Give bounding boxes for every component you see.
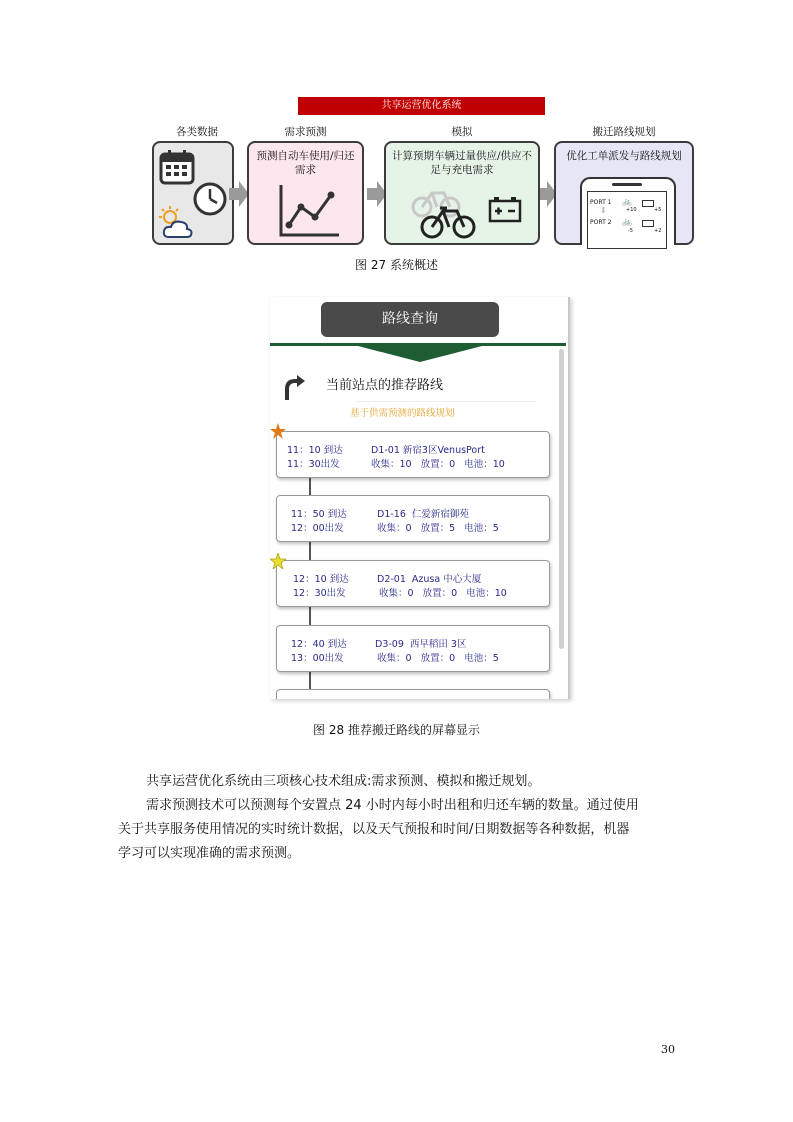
departure-time: 13：00出发 xyxy=(291,653,344,664)
star-icon xyxy=(270,553,286,569)
paragraph-2-line-1: 需求预测技术可以预测每个安置点 24 小时内每小时出租和归还车辆的数量。通过使用 xyxy=(146,798,639,813)
arrival-time: 12：40 到达 xyxy=(291,639,347,650)
departure-time: 12：00出发 xyxy=(291,523,344,534)
relocation-text: 优化工单派发与路线规划 xyxy=(566,150,682,162)
station-name: D3-09 西早稻田 3区 xyxy=(375,639,467,650)
port2-label: PORT 2 xyxy=(590,219,612,226)
down-arrow-icon: ⬇ xyxy=(600,206,607,215)
station-stats: 收集：10 放置：0 电池：10 xyxy=(371,459,505,470)
stage-heading-simulation: 模拟 xyxy=(451,126,473,138)
system-banner: 共享运营优化系统 xyxy=(298,97,545,115)
station-name: D2-01 Azusa 中心大厦 xyxy=(377,574,482,585)
simulation-text: 计算预期车辆过量供应/供应不足与充电需求 xyxy=(391,150,533,176)
paragraph-1: 共享运营优化系统由三项核心技术组成:需求预测、模拟和搬迁规划。 xyxy=(146,774,541,789)
port1-value-a: +10 xyxy=(626,207,637,213)
station-stats: 收集：0 放置：5 电池：5 xyxy=(377,523,499,534)
departure-time: 11：30出发 xyxy=(287,459,340,470)
arrival-time: 11：50 到达 xyxy=(291,509,347,520)
station-stats: 收集：0 放置：0 电池：5 xyxy=(377,653,499,664)
stage-heading-data: 各类数据 xyxy=(176,126,218,138)
flow-arrow-icon xyxy=(229,181,249,207)
relocation-box xyxy=(554,141,694,245)
demand-forecast-box xyxy=(247,141,364,245)
demand-forecast-text: 预测自动车使用/归还需求 xyxy=(256,150,355,176)
route-stop-card[interactable] xyxy=(276,431,550,478)
clock-icon xyxy=(192,181,228,217)
route-stop-card[interactable] xyxy=(276,625,550,672)
data-box xyxy=(152,141,234,245)
route-title: 当前站点的推荐路线 xyxy=(326,378,444,393)
figure28-caption: 图 28 推荐搬迁路线的屏幕显示 xyxy=(313,723,480,737)
stage-heading-demand: 需求预测 xyxy=(284,126,327,138)
stage-heading-relocation: 搬迁路线规划 xyxy=(592,126,656,138)
figure27-caption: 图 27 系统概述 xyxy=(355,258,438,272)
route-query-button[interactable]: 路线查询 xyxy=(321,302,499,337)
arrival-time: 11：10 到达 xyxy=(287,445,343,456)
header-pointer xyxy=(358,346,482,362)
arrival-time: 12：10 到达 xyxy=(293,574,349,585)
weather-icon xyxy=(157,205,197,241)
route-stop-card[interactable] xyxy=(276,689,550,699)
calendar-icon xyxy=(159,149,195,185)
battery-icon xyxy=(642,199,654,207)
star-icon xyxy=(270,423,286,439)
port1-value-b: +5 xyxy=(654,207,662,213)
route-screen xyxy=(270,297,570,699)
station-name: D1-16 仁爱新宿御苑 xyxy=(377,509,469,520)
paragraph-2-line-3: 学习可以实现准确的需求预测。 xyxy=(118,846,301,861)
route-turn-icon xyxy=(282,373,306,401)
battery-icon xyxy=(488,195,522,223)
port1-label: PORT 1 xyxy=(590,199,612,206)
scrollbar[interactable] xyxy=(559,349,564,649)
paragraph-2-line-2: 关于共享服务使用情况的实时统计数据，以及天气预报和时间/日期数据等各种数据，机器 xyxy=(118,822,630,837)
port2-value-b: +2 xyxy=(654,228,662,234)
page-number: 30 xyxy=(661,1043,675,1056)
bicycle-icon: 🚲 xyxy=(622,217,632,226)
departure-time: 12：30出发 xyxy=(293,588,346,599)
battery-icon xyxy=(642,219,654,227)
port2-value-a: -5 xyxy=(628,228,633,234)
station-name: D1-01 新宿3区VenusPort xyxy=(371,445,485,456)
station-stats: 收集：0 放置：0 电池：10 xyxy=(379,588,507,599)
route-stop-card[interactable] xyxy=(276,495,550,542)
line-chart-icon xyxy=(277,183,341,239)
route-subtitle: 基于供需预测的路线规划 xyxy=(350,408,455,419)
bicycle-icon xyxy=(410,183,480,241)
phone-outline xyxy=(580,177,676,245)
simulation-box xyxy=(384,141,540,245)
bicycle-icon: 🚲 xyxy=(622,197,632,206)
route-stop-card[interactable] xyxy=(276,560,550,607)
